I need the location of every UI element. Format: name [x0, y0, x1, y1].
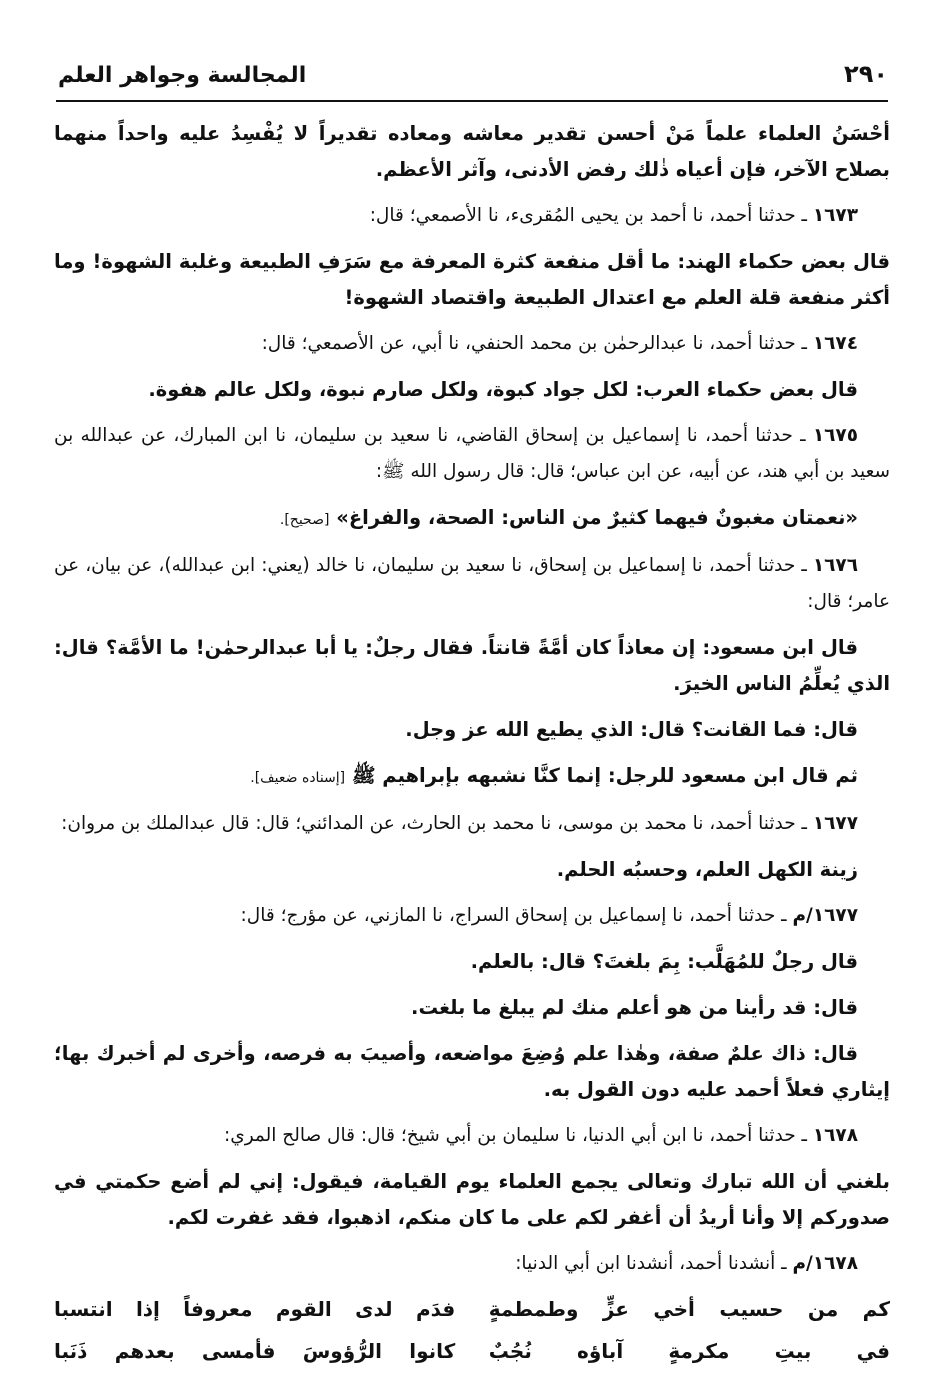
isnad-paragraph: ١٦٧٨ ـ حدثنا أحمد، نا ابن أبي الدنيا، نا سليمان بن أبي شيخ؛ قال: قال صالح المري:	[223, 1125, 858, 1146]
text-paragraph: قال: قد رأينا من هو أعلم منك لم يبلغ ما بلغت.	[411, 996, 858, 1019]
page-header	[58, 58, 888, 88]
text-paragraph: قال ابن مسعود: إن معاذاً كان أمَّةً قانتاً. فقال رجلٌ: يا أبا عبدالرحمٰن! ما الأمَّة؟ قال: الذي يُعلِّمُ الناس الخيرَ.	[54, 636, 890, 695]
hadith-grade: [إسناده ضعيف].	[250, 770, 346, 786]
hadith-number: ١٦٧٦	[812, 555, 858, 576]
text-paragraph: قال بعض حكماء العرب: لكل جواد كبوة، ولكل صارم نبوة، ولكل عالم هفوة.	[148, 378, 858, 401]
poetry-verse	[54, 1292, 890, 1326]
hadith-number: ١٦٧٧	[812, 813, 858, 834]
poetry-verse	[54, 1334, 890, 1368]
hadith-number: ١٦٧٣	[812, 205, 858, 226]
hadith-number: ١٦٧٨	[812, 1125, 858, 1146]
verse-second-hemistich: كانوا الرُّؤوسَ فأمسى بعدهم ذَنَبا	[54, 1339, 456, 1363]
isnad-paragraph: ١٦٧٤ ـ حدثنا أحمد، نا عبدالرحمٰن بن محمد الحنفي، نا أبي، عن الأصمعي؛ قال:	[261, 333, 858, 354]
hadith-number: ١٦٧٤	[812, 333, 858, 354]
header-rule	[56, 100, 888, 102]
hadith-number: ١٦٧٧/م	[792, 905, 858, 926]
text-paragraph: أحْسَنُ العلماء علماً مَنْ أحسن تقدير معاشه ومعاده تقديراً لا يُفْسِدُ عليه واحداً منهما بصلاح الآخر، فإن أعياه ذٰلك رفض الأدنى، وآثر الأعظم.	[54, 122, 890, 181]
text-paragraph: ثم قال ابن مسعود للرجل: إنما كنَّا نشبهه بإبراهيم ﷺ [إسناده ضعيف].	[250, 764, 858, 787]
text-paragraph: قال: ذاك علمٌ صفة، وهٰذا علم وُضِعَ مواضعه، وأصيبَ به فرصه، وأخرى لم أخبرك بها؛ إيثاري فعلاً أحمد عليه دون القول به.	[54, 1042, 890, 1101]
page-body	[54, 116, 890, 1376]
isnad-paragraph: ١٦٧٦ ـ حدثنا أحمد، نا إسماعيل بن إسحاق، نا سعيد بن سليمان، نا خالد (يعني: ابن عبدالله)، عن بيان، عن عامر؛ قال:	[54, 555, 890, 612]
hadith-number: ١٦٧٥	[812, 425, 858, 446]
hadith-grade: [صحيح].	[279, 512, 330, 528]
text-paragraph: زينة الكهل العلم، وحسبُه الحلم.	[556, 858, 858, 881]
isnad-paragraph: ١٦٧٧ ـ حدثنا أحمد، نا محمد بن موسى، نا محمد بن الحارث، عن المدائني؛ قال: قال عبدالملك بن مروان:	[61, 813, 858, 834]
verse-first-hemistich: كم من حسيب أخي عزٍّ وطمطمةٍ	[488, 1297, 890, 1321]
isnad-paragraph: ١٦٧٣ ـ حدثنا أحمد، نا أحمد بن يحيى المُقرىء، نا الأصمعي؛ قال:	[369, 205, 858, 226]
text-paragraph: «نعمتان مغبونٌ فيهما كثيرٌ من الناس: الصحة، والفراغ» [صحيح].	[279, 506, 858, 529]
running-title: المجالسة وجواهر العلم	[58, 63, 307, 88]
isnad-paragraph: ١٦٧٧/م ـ حدثنا أحمد، نا إسماعيل بن إسحاق السراج، نا المازني، عن مؤرج؛ قال:	[240, 905, 858, 926]
text-paragraph: قال: فما القانت؟ قال: الذي يطيع الله عز وجل.	[405, 718, 858, 741]
verse-second-hemistich: فدَم لدى القوم معروفاً إذا انتسبا	[54, 1297, 456, 1321]
text-paragraph: قال رجلٌ للمُهَلَّب: بِمَ بلغتَ؟ قال: بالعلم.	[470, 950, 858, 973]
page-number: ٢٩٠	[844, 60, 888, 88]
text-paragraph: قال بعض حكماء الهند: ما أقل منفعة كثرة المعرفة مع سَرَفِ الطبيعة وغلبة الشهوة! وما أكثر منفعة قلة العلم مع اعتدال الطبيعة واقتصاد الشهوة!	[54, 250, 890, 309]
hadith-number: ١٦٧٨/م	[792, 1253, 858, 1274]
isnad-paragraph: ١٦٧٨/م ـ أنشدنا أحمد، أنشدنا ابن أبي الدنيا:	[515, 1253, 858, 1274]
verse-first-hemistich: في بيتِ مكرمةٍ آباؤه نُجُبٌ	[488, 1339, 890, 1363]
isnad-paragraph: ١٦٧٥ ـ حدثنا أحمد، نا إسماعيل بن إسحاق القاضي، نا سعيد بن سليمان، نا ابن المبارك، عن عبدالله بن سعيد بن أبي هند، عن أبيه، عن ابن عباس؛ قال: قال رسول الله ﷺ:	[54, 425, 890, 482]
text-paragraph: بلغني أن الله تبارك وتعالى يجمع العلماء يوم القيامة، فيقول: إني لم أضع حكمتي في صدوركم إلا وأنا أريدُ أن أغفر لكم على ما كان منكم، اذهبوا، فقد غفرت لكم.	[54, 1170, 890, 1229]
